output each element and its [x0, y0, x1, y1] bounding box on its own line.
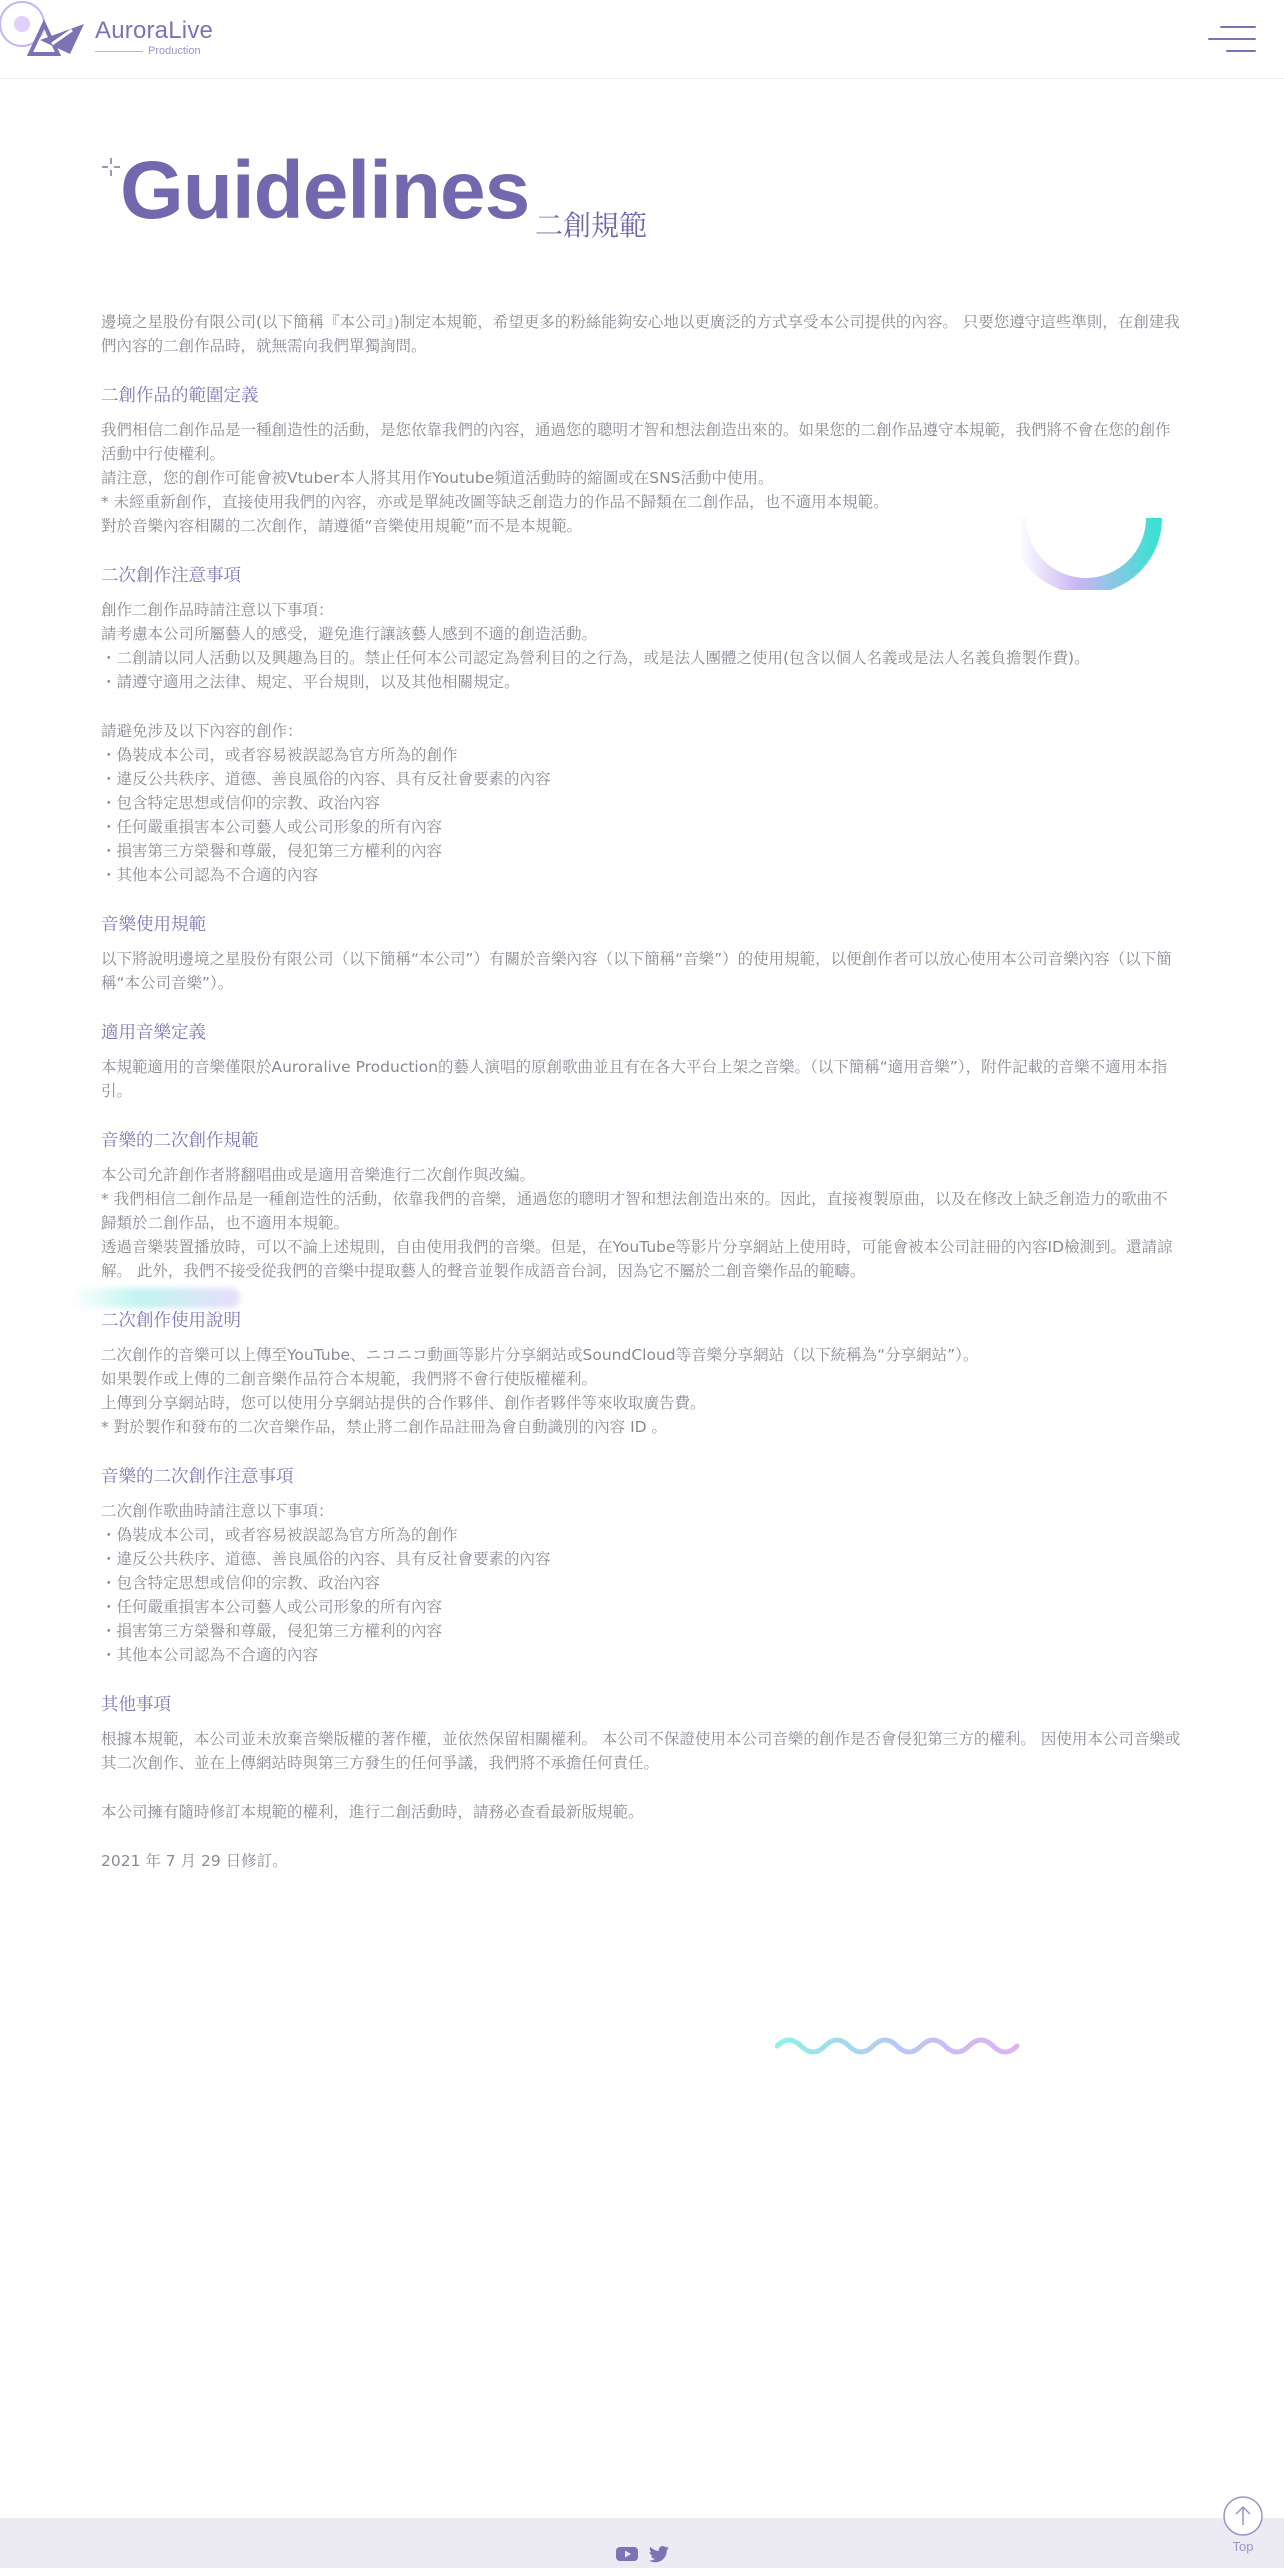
revision-date: 2021 年 7 月 29 日修訂。 — [101, 1852, 288, 1870]
section-paragraph: 以下將說明邊境之星股份有限公司（以下簡稱“本公司”）有關於音樂內容（以下簡稱“音樂”）的使用規範，以便創作者可以放心使用本公司音樂內容（以下簡稱“本公司音樂”）。 — [101, 950, 1172, 992]
guidelines-content — [101, 310, 1183, 1873]
back-to-top-button[interactable] — [1222, 2495, 1264, 2557]
section-music-derivative-notes — [101, 1464, 1183, 1667]
section-music-derivative-rules — [101, 1128, 1183, 1283]
brand-name: AuroraLive — [95, 17, 214, 44]
section-paragraph: 本規範適用的音樂僅限於Auroralive Production的藝人演唱的原創歌曲並且有在各大平台上架之音樂。（以下簡稱“適用音樂”），附件記載的音樂不適用本指引。 — [101, 1058, 1168, 1100]
arrow-up-icon — [1222, 2495, 1264, 2537]
site-logo[interactable] — [0, 0, 220, 78]
social-links — [615, 2545, 675, 2565]
section-heading: 音樂使用規範 — [101, 915, 206, 935]
brand-subtitle: Production — [148, 45, 201, 57]
section-derivative-notes — [101, 563, 1183, 887]
section-applicable-music — [101, 1020, 1183, 1103]
section-paragraph: 根據本規範，本公司並未放棄音樂版權的著作權，並依然保留相關權利。 本公司不保證使用本公司音樂的創作是否會侵犯第三方的權利。 因使用本公司音樂或其二次創作、並在上傳網站時與第三方發生的任何爭議，我們將不承擔任何責任。 — [101, 1730, 1181, 1772]
section-paragraph: 創作二創作品時請注意以下事項： 請考慮本公司所屬藝人的感受，避免進行讓該藝人感到不適的創造活動。 ・二創請以同人活動以及興趣為目的。禁止任何本公司認定為營利目的之行為，或是法人團體之使用(包含以個人名義或是法人名義負擔製作費)。 ・請遵守適用之法律、規定、平台規則，以及其他相關規定。 — [101, 601, 1090, 691]
twitter-icon[interactable] — [647, 2545, 671, 2563]
section-music-usage — [101, 912, 1183, 995]
section-heading: 音樂的二次創作注意事項 — [101, 1467, 294, 1487]
brand-divider — [95, 51, 143, 52]
auroralive-logo-icon — [0, 0, 92, 78]
back-to-top-label: Top — [1232, 2539, 1254, 2554]
section-other-matters — [101, 1692, 1183, 1873]
section-heading: 二次創作使用說明 — [101, 1311, 241, 1331]
hamburger-menu-icon[interactable] — [1208, 20, 1256, 58]
sparkle-icon — [100, 156, 122, 178]
wave-decoration — [775, 2030, 1025, 2060]
section-derivative-usage — [101, 1308, 1183, 1439]
section-derivative-scope — [101, 383, 1183, 538]
section-paragraph: 本公司允許創作者將翻唱曲或是適用音樂進行二次創作與改編。 * 我們相信二創作品是一種創造性的活動，依靠我們的音樂，通過您的聰明才智和想法創造出來的。因此，直接複製原曲，以及在修改上缺乏創造力的歌曲不歸類於二創作品，也不適用本規範。 透過音樂裝置播放時，可以不論上述規則，自由使用我們的音樂。但是，在YouTube等影片分享網站上使用時，可能會被本公司註冊的內容ID檢測到。還請諒解。 此外，我們不接受從我們的音樂中提取藝人的聲音並製作成語音台詞，因為它不屬於二創音樂作品的範疇。 — [101, 1166, 1173, 1280]
section-paragraph: 二次創作的音樂可以上傳至YouTube、ニコニコ動画等影片分享網站或SoundCloud等音樂分享網站（以下統稱為“分享網站”）。 如果製作或上傳的二創音樂作品符合本規範，我們將不會行使版權權利。 上傳到分享網站時，您可以使用分享網站提供的合作夥伴、創作者夥伴等來收取廣告費。 * 對於製作和發布的二次音樂作品，禁止將二創作品註冊為會自動識別的內容 ID 。 — [101, 1346, 979, 1436]
section-paragraph: 請避免涉及以下內容的創作： ・偽裝成本公司，或者容易被誤認為官方所為的創作 ・違反公共秩序、道德、善良風俗的內容、具有反社會要素的內容 ・包含特定思想或信仰的宗教、政治內容 ・任何嚴重損害本公司藝人或公司形象的所有內容 ・損害第三方榮譽和尊嚴，侵犯第三方權利的內容 ・其他本公司認為不合適的內容 — [101, 722, 551, 884]
section-paragraph: 我們相信二創作品是一種創造性的活動，是您依靠我們的內容，通過您的聰明才智和想法創造出來的。如果您的二創作品遵守本規範，我們將不會在您的創作活動中行使權利。 請注意，您的創作可能會被Vtuber本人將其用作Youtube頻道活動時的縮圖或在SNS活動中使用。 * 未經重新創作，直接使用我們的內容，亦或是單純改圖等缺乏創造力的作品不歸類在二創作品，也不適用本規範。 對於音樂內容相關的二次創作，請遵循“音樂使用規範”而不是本規範。 — [101, 421, 1171, 535]
page-title: Guidelines — [120, 145, 530, 236]
section-heading: 適用音樂定義 — [101, 1023, 206, 1043]
section-heading: 音樂的二次創作規範 — [101, 1131, 259, 1151]
section-paragraph: 二次創作歌曲時請注意以下事項： ・偽裝成本公司，或者容易被誤認為官方所為的創作 ・違反公共秩序、道德、善良風俗的內容、具有反社會要素的內容 ・包含特定思想或信仰的宗教、政治內容 ・任何嚴重損害本公司藝人或公司形象的所有內容 ・損害第三方榮譽和尊嚴，侵犯第三方權利的內容 ・其他本公司認為不合適的內容 — [101, 1502, 551, 1664]
section-heading: 其他事項 — [101, 1695, 171, 1715]
section-heading: 二次創作注意事項 — [101, 566, 241, 586]
intro-paragraph: 邊境之星股份有限公司(以下簡稱『本公司』)制定本規範，希望更多的粉絲能夠安心地以更廣泛的方式享受本公司提供的內容。 只要您遵守這些準則，在創建我們內容的二創作品時，就無需向我們單獨詢問。 — [101, 313, 1180, 355]
site-header — [0, 0, 1284, 79]
page-subtitle: 二創規範 — [535, 209, 648, 242]
youtube-icon[interactable] — [615, 2545, 639, 2563]
revision-notice: 本公司擁有隨時修訂本規範的權利，進行二創活動時，請務必查看最新版規範。 — [101, 1803, 644, 1821]
section-heading: 二創作品的範圍定義 — [101, 386, 259, 406]
